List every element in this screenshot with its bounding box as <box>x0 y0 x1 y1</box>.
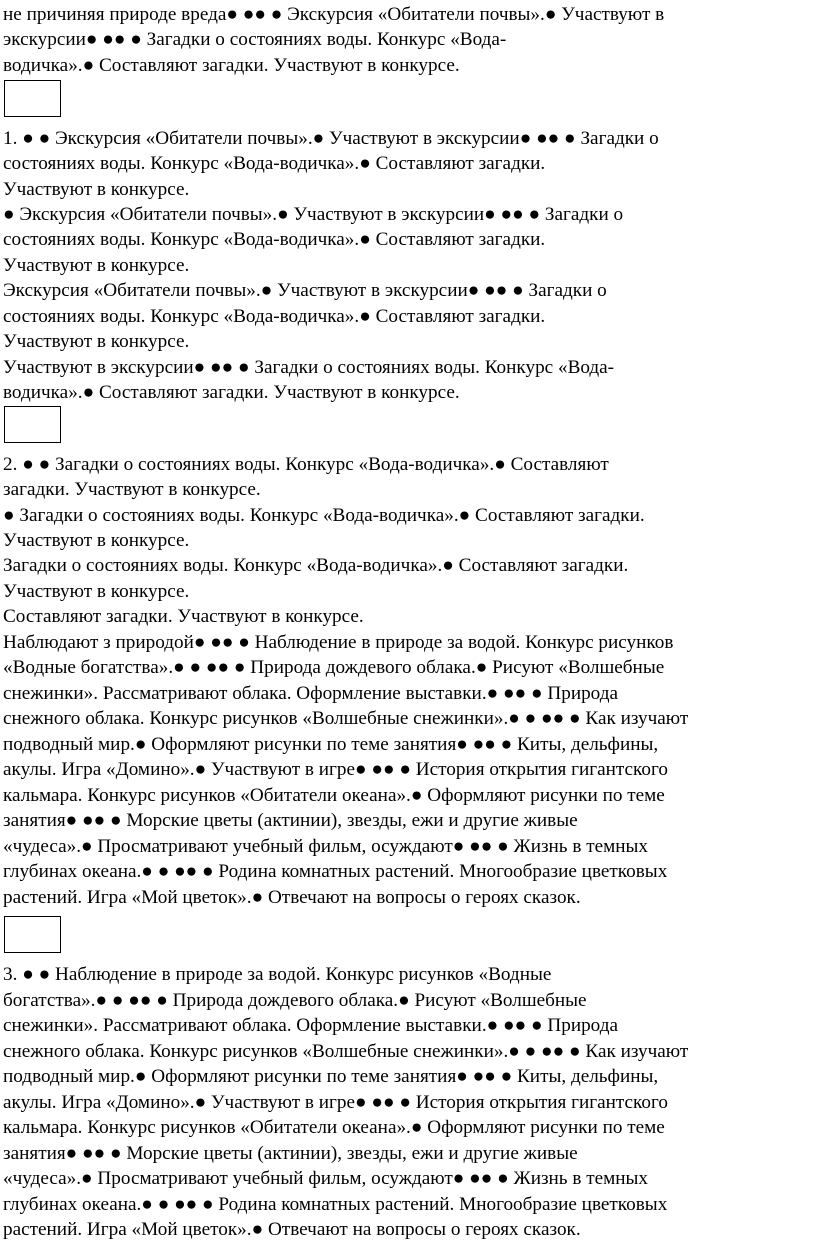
text-line: занятия● ●● ● Морские цветы (актинии), звезды, ежи и другие живые <box>3 1143 578 1164</box>
text-line: экскурсии● ●● ● Загадки о состояниях воды. Конкурс «Вода- <box>3 29 507 50</box>
text-line: 1. ● ● Экскурсия «Обитатели почвы».● Участвуют в экскурсии● ●● ● Загадки о <box>3 128 659 149</box>
text-line: глубинах океана.● ● ●● ● Родина комнатных растений. Многообразие цветковых <box>3 1194 668 1215</box>
text-line: «чудеса».● Просматривают учебный фильм, осуждают● ●● ● Жизнь в темных <box>3 1168 649 1189</box>
text-line: растений. Игра «Мой цветок».● Отвечают на вопросы о героях сказок. <box>3 887 581 908</box>
text-line: состояниях воды. Конкурс «Вода-водичка».● Составляют загадки. <box>3 153 546 174</box>
text-line: растений. Игра «Мой цветок».● Отвечают на вопросы о героях сказок. <box>3 1219 581 1240</box>
text-line: Участвуют в конкурсе. <box>3 179 190 200</box>
text-line: Наблюдают з природой● ●● ● Наблюдение в природе за водой. Конкурс рисунков <box>3 632 674 653</box>
text-line: водичка».● Составляют загадки. Участвуют в конкурсе. <box>3 382 460 403</box>
text-line: глубинах океана.● ● ●● ● Родина комнатных растений. Многообразие цветковых <box>3 861 668 882</box>
text-line: акулы. Игра «Домино».● Участвуют в игре● ●● ● История открытия гигантского <box>3 1092 668 1113</box>
text-line: занятия● ●● ● Морские цветы (актинии), звезды, ежи и другие живые <box>3 810 578 831</box>
text-line: акулы. Игра «Домино».● Участвуют в игре● ●● ● История открытия гигантского <box>3 759 668 780</box>
text-line: состояниях воды. Конкурс «Вода-водичка».● Составляют загадки. <box>3 229 546 250</box>
text-line: Составляют загадки. Участвуют в конкурсе. <box>3 606 364 627</box>
text-line: Загадки о состояниях воды. Конкурс «Вода-водичка».● Составляют загадки. <box>3 555 629 576</box>
text-line: богатства».● ● ●● ● Природа дождевого облака.● Рисуют «Волшебные <box>3 990 587 1011</box>
text-line: снежинки». Рассматривают облака. Оформление выставки.● ●● ● Природа <box>3 1015 619 1036</box>
text-line: кальмара. Конкурс рисунков «Обитатели океана».● Оформляют рисунки по теме <box>3 785 665 806</box>
text-line: Участвуют в конкурсе. <box>3 331 190 352</box>
text-line: Участвуют в конкурсе. <box>3 530 190 551</box>
answer-checkbox[interactable] <box>4 916 61 953</box>
text-line: 3. ● ● Наблюдение в природе за водой. Конкурс рисунков «Водные <box>3 964 552 985</box>
text-line: снежного облака. Конкурс рисунков «Волшебные снежинки».● ● ●● ● Как изучают <box>3 708 689 729</box>
text-line: ● Экскурсия «Обитатели почвы».● Участвуют в экскурсии● ●● ● Загадки о <box>3 204 624 225</box>
text-line: снежного облака. Конкурс рисунков «Волшебные снежинки».● ● ●● ● Как изучают <box>3 1041 689 1062</box>
text-line: снежинки». Рассматривают облака. Оформление выставки.● ●● ● Природа <box>3 683 619 704</box>
text-line: Участвуют в конкурсе. <box>3 581 190 602</box>
text-line: не причиняя природе вреда● ●● ● Экскурсия «Обитатели почвы».● Участвуют в <box>3 4 665 25</box>
answer-checkbox[interactable] <box>4 406 61 443</box>
text-line: «Водные богатства».● ● ●● ● Природа дождевого облака.● Рисуют «Волшебные <box>3 657 665 678</box>
text-line: состояниях воды. Конкурс «Вода-водичка».● Составляют загадки. <box>3 306 546 327</box>
text-line: Участвуют в экскурсии● ●● ● Загадки о состояниях воды. Конкурс «Вода- <box>3 357 615 378</box>
text-line: водичка».● Составляют загадки. Участвуют в конкурсе. <box>3 55 460 76</box>
answer-checkbox[interactable] <box>4 80 61 117</box>
text-line: «чудеса».● Просматривают учебный фильм, осуждают● ●● ● Жизнь в темных <box>3 836 649 857</box>
text-line: 2. ● ● Загадки о состояниях воды. Конкурс «Вода-водичка».● Составляют <box>3 454 609 475</box>
text-line: Экскурсия «Обитатели почвы».● Участвуют в экскурсии● ●● ● Загадки о <box>3 280 607 301</box>
text-line: подводный мир.● Оформляют рисунки по теме занятия● ●● ● Киты, дельфины, <box>3 1066 659 1087</box>
text-line: ● Загадки о состояниях воды. Конкурс «Вода-водичка».● Составляют загадки. <box>3 505 645 526</box>
text-line: загадки. Участвуют в конкурсе. <box>3 479 261 500</box>
text-line: подводный мир.● Оформляют рисунки по теме занятия● ●● ● Киты, дельфины, <box>3 734 659 755</box>
text-line: Участвуют в конкурсе. <box>3 255 190 276</box>
text-line: кальмара. Конкурс рисунков «Обитатели океана».● Оформляют рисунки по теме <box>3 1117 665 1138</box>
